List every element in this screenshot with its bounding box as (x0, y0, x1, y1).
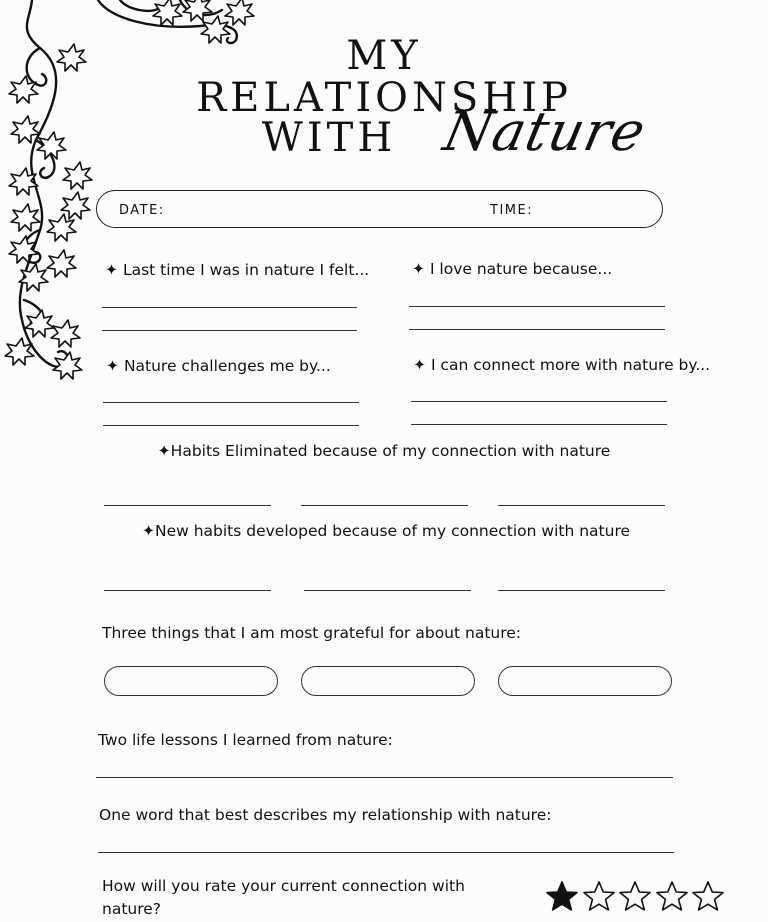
grateful-answer-box[interactable] (498, 666, 672, 696)
date-label: DATE: (119, 203, 165, 218)
answer-line[interactable] (411, 401, 667, 402)
title-line-2: RELATIONSHIP (196, 75, 572, 121)
answer-line[interactable] (102, 330, 357, 331)
bullet-icon: ✦ (105, 261, 118, 279)
star-icon[interactable] (582, 880, 616, 914)
prompt-rating (102, 875, 465, 921)
star-icon[interactable] (691, 880, 725, 914)
answer-line[interactable] (409, 306, 665, 307)
bullet-icon: ✦ (157, 442, 171, 460)
answer-line[interactable] (96, 777, 673, 778)
answer-line[interactable] (102, 307, 357, 308)
star-icon[interactable] (545, 880, 579, 914)
prompt-love-nature-text: I love nature because... (429, 260, 613, 278)
answer-line[interactable] (411, 424, 667, 425)
answer-line[interactable] (104, 505, 271, 506)
prompt-habits-developed (0, 522, 768, 540)
answer-line[interactable] (301, 505, 468, 506)
answer-line[interactable] (498, 590, 665, 591)
prompt-love-nature (412, 260, 612, 278)
grateful-answer-box[interactable] (301, 666, 475, 696)
prompt-grateful: Three things that I am most grateful for about nature: (102, 624, 522, 642)
bullet-icon: ✦ (141, 522, 155, 540)
date-time-box (96, 190, 663, 228)
answer-line[interactable] (104, 590, 271, 591)
bullet-icon: ✦ (413, 356, 426, 374)
star-icon[interactable] (655, 880, 689, 914)
time-label: TIME: (490, 203, 534, 218)
prompt-last-time (105, 261, 369, 279)
prompt-rating-line-2: nature? (102, 900, 162, 918)
prompt-connect-more (413, 356, 710, 374)
answer-line[interactable] (98, 852, 674, 853)
prompt-connect-more-text: I can connect more with nature by... (430, 356, 711, 374)
prompt-habits-eliminated (0, 442, 768, 460)
prompt-rating-line-1: How will you rate your current connection with (102, 877, 465, 895)
bullet-icon: ✦ (106, 357, 119, 375)
title-line-1: MY (346, 33, 422, 79)
prompt-last-time-text: Last time I was in nature I felt... (122, 261, 370, 279)
answer-line[interactable] (304, 590, 471, 591)
prompt-challenges (106, 357, 331, 375)
answer-line[interactable] (409, 329, 665, 330)
bullet-icon: ✦ (412, 260, 425, 278)
star-icon[interactable] (618, 880, 652, 914)
title-script-word: Nature (438, 100, 652, 163)
title-line-3: WITH (261, 115, 397, 161)
prompt-challenges-text: Nature challenges me by... (123, 357, 331, 375)
prompt-habits-eliminated-text: Habits Eliminated because of my connection with nature (170, 442, 611, 460)
prompt-habits-developed-text: New habits developed because of my connection with nature (154, 522, 631, 540)
prompt-one-word: One word that best describes my relationship with nature: (99, 806, 552, 824)
answer-line[interactable] (103, 402, 359, 403)
answer-line[interactable] (103, 425, 359, 426)
grateful-answer-box[interactable] (104, 666, 278, 696)
answer-line[interactable] (498, 505, 665, 506)
prompt-life-lessons: Two life lessons I learned from nature: (98, 731, 393, 749)
